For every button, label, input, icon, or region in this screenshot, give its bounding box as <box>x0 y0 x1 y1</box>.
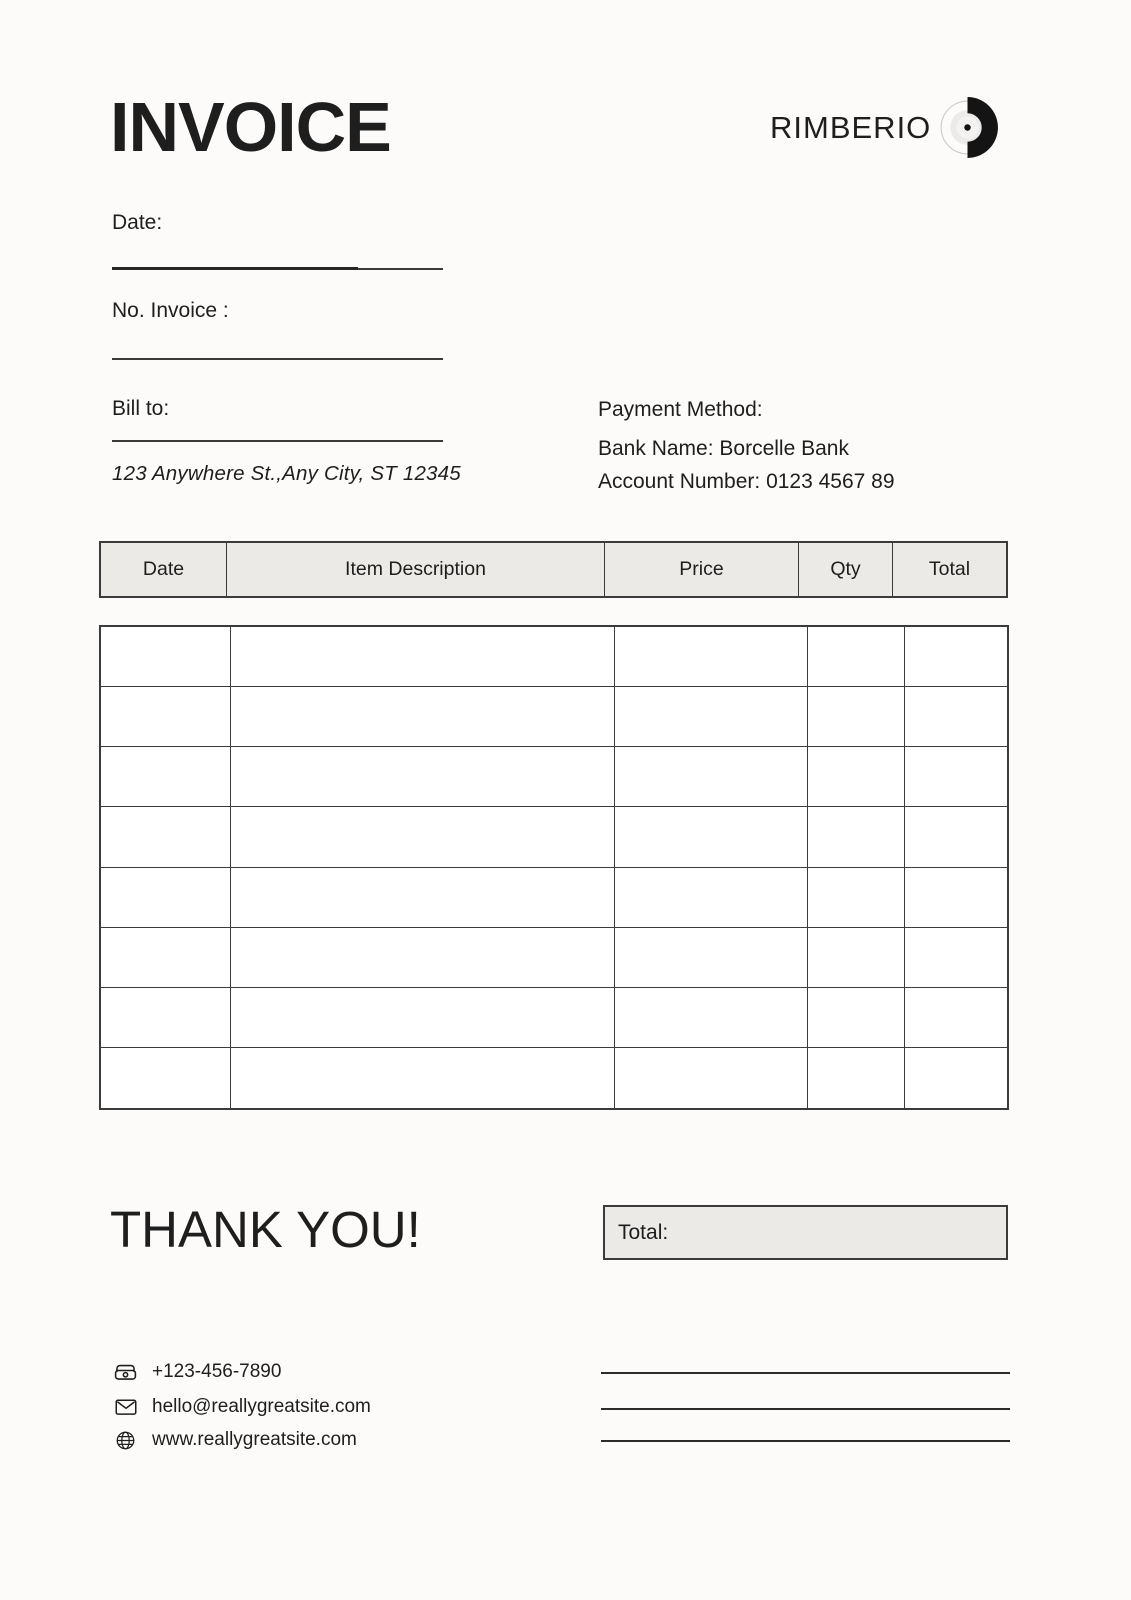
bill-to-label: Bill to: <box>112 397 170 420</box>
table-cell <box>808 868 905 928</box>
table-cell <box>905 1048 1007 1108</box>
table-cell <box>808 807 905 867</box>
table-cell <box>905 868 1007 928</box>
table-cell <box>231 928 615 988</box>
bill-to-field-line <box>112 440 443 442</box>
signature-line <box>601 1440 1010 1442</box>
table-cell <box>231 988 615 1048</box>
table-cell <box>101 928 231 988</box>
phone-icon <box>112 1359 139 1386</box>
table-cell <box>808 687 905 747</box>
table-cell <box>808 627 905 687</box>
column-header-qty: Qty <box>798 543 892 596</box>
table-cell <box>231 627 615 687</box>
brand-name: RIMBERIO <box>770 110 932 145</box>
table-cell <box>615 988 808 1048</box>
table-cell <box>615 928 808 988</box>
table-cell <box>231 807 615 867</box>
invoice-number-field-line <box>112 358 443 360</box>
signature-line <box>601 1372 1010 1374</box>
signature-line <box>601 1408 1010 1410</box>
table-cell <box>101 747 231 807</box>
table-cell <box>615 807 808 867</box>
column-header-price: Price <box>604 543 798 596</box>
invoice-number-label: No. Invoice : <box>112 299 229 322</box>
brand-logo-icon <box>934 94 1001 161</box>
table-cell <box>615 868 808 928</box>
table-cell <box>101 868 231 928</box>
bank-name-line: Bank Name: Borcelle Bank <box>598 437 849 460</box>
table-cell <box>808 1048 905 1108</box>
thank-you-text: THANK YOU! <box>110 1201 421 1258</box>
total-label: Total: <box>618 1220 669 1244</box>
table-cell <box>905 687 1007 747</box>
table-cell <box>615 1048 808 1108</box>
table-cell <box>905 988 1007 1048</box>
date-field-line <box>112 268 443 270</box>
table-cell <box>615 747 808 807</box>
column-header-date: Date <box>142 558 185 580</box>
date-label: Date: <box>112 211 163 234</box>
page-title: INVOICE <box>110 88 391 166</box>
account-number-line: Account Number: 0123 4567 89 <box>598 470 895 493</box>
phone-number: +123-456-7890 <box>152 1361 282 1382</box>
table-cell <box>101 627 231 687</box>
globe-icon <box>112 1429 139 1452</box>
website-url: www.reallygreatsite.com <box>152 1429 357 1450</box>
invoice-table-header <box>99 541 1008 598</box>
column-header-total: Total <box>892 543 1006 596</box>
contact-row-email <box>112 1393 371 1421</box>
table-cell <box>101 807 231 867</box>
table-cell <box>101 988 231 1048</box>
contact-row-website <box>112 1426 357 1454</box>
email-address: hello@reallygreatsite.com <box>152 1396 371 1417</box>
table-cell <box>231 868 615 928</box>
payment-method-label: Payment Method: <box>598 398 763 421</box>
invoice-table-body <box>99 625 1009 1110</box>
table-cell <box>615 627 808 687</box>
bill-to-address: 123 Anywhere St.,Any City, ST 12345 <box>112 462 461 485</box>
table-cell <box>231 687 615 747</box>
table-cell <box>101 1048 231 1108</box>
table-cell <box>905 747 1007 807</box>
table-cell <box>615 687 808 747</box>
contact-row-phone <box>112 1358 281 1386</box>
column-header-item-description: Item Description <box>226 543 604 596</box>
table-cell <box>808 988 905 1048</box>
table-cell <box>231 747 615 807</box>
table-cell <box>231 1048 615 1108</box>
envelope-icon <box>112 1394 139 1420</box>
table-cell <box>905 807 1007 867</box>
table-cell <box>101 687 231 747</box>
table-cell <box>905 627 1007 687</box>
table-cell <box>808 747 905 807</box>
table-cell <box>905 928 1007 988</box>
total-box <box>603 1205 1008 1260</box>
table-cell <box>808 928 905 988</box>
